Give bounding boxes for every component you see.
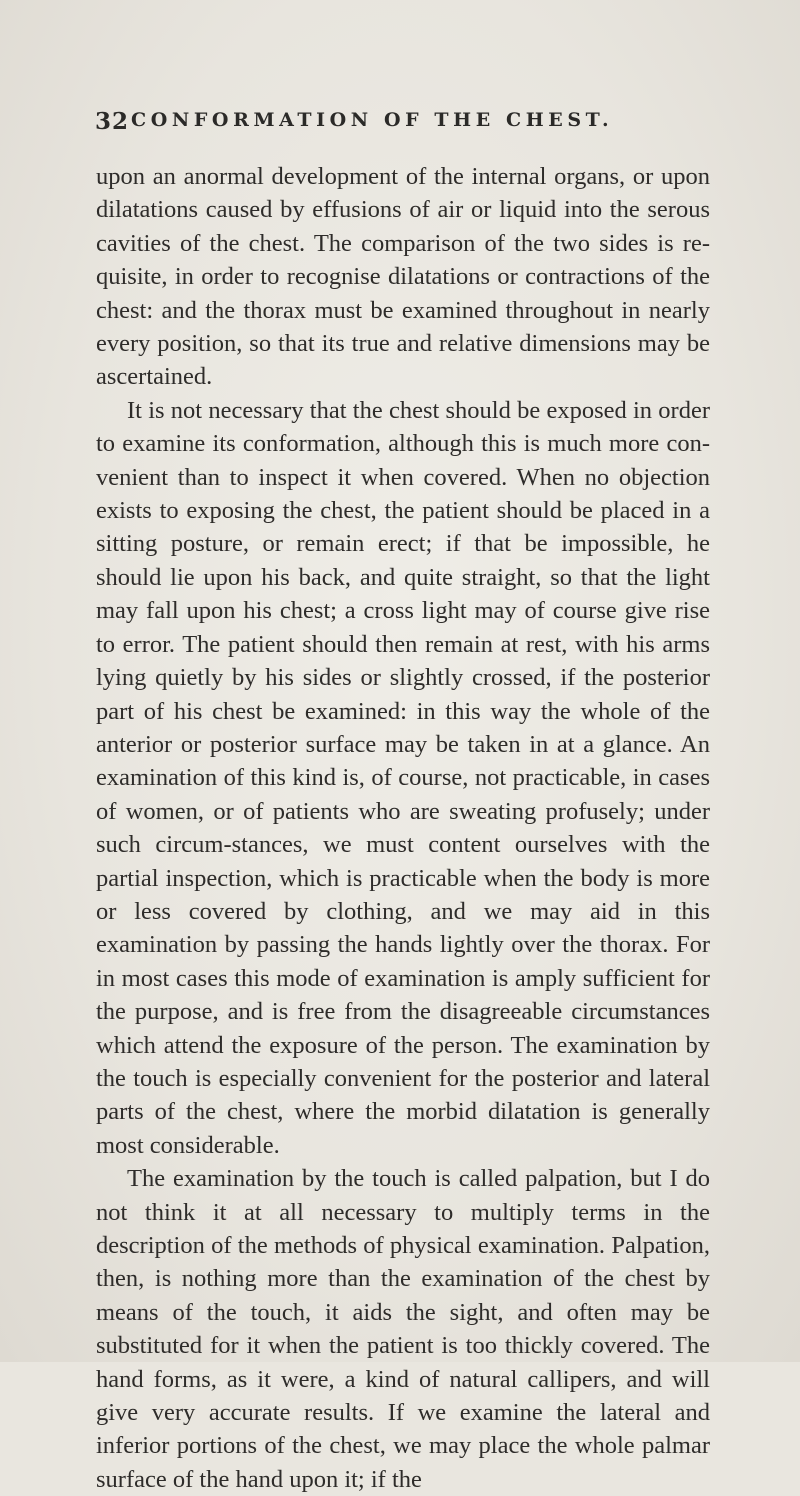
paragraph-continuation: upon an anormal development of the internal organs, or upon dilatations caused by effusions of air or liquid into the serous cavities of the chest. The comparison of the two sides is re-quisite, in order to recognise dilatations or contractions of the chest: and the thorax must be examined throughout in nearly every position, so that its true and relative dimensions may be ascertained. <box>96 163 710 391</box>
paragraph-palpation: The examination by the touch is called palpation, but I do not think it at all necessary to multiply terms in the description of the methods of physical examination. Palpation, then, is nothing more than the examination of the chest by means of the touch, it aids the sight, and often may be substituted for it when the patient is too thickly covered. The hand forms, as it were, a kind of natural callipers, and will give very accurate results. If we examine the lateral and inferior portions of the chest, we may place the whole palmar surface of the hand upon it; if the <box>96 1165 710 1493</box>
paragraph-exposure: It is not necessary that the chest should be exposed in order to examine its conformation, although this is much more con-venient than to inspect it when covered. When no objection exists to exposing the chest, the patient should be placed in a sitting posture, or remain erect; if that be impossible, he should lie upon his back, and quite straight, so that the light may fall upon his chest; a cross light may of course give rise to error. The patient should then remain at rest, with his arms lying quietly by his sides or slightly crossed, if the posterior part of his chest be examined: in this way the whole of the anterior or posterior surface may be taken in at a glance. An examination of this kind is, of course, not practicable, in cases of women, or of patients who are sweating profusely; under such circum-stances, we must content ourselves with the partial inspection, which is practicable when the body is more or less covered by clothing, and we may aid in this examination by passing the hands lightly over the thorax. For in most cases this mode of examination is amply sufficient for the purpose, and is free from the disagreeable circumstances which attend the exposure of the person. The examination by the touch is especially convenient for the posterior and lateral parts of the chest, where the morbid dilatation is generally most considerable. <box>96 396 710 1159</box>
body-text <box>96 160 710 1496</box>
page-number: 32 <box>95 108 130 135</box>
running-title: CONFORMATION OF THE CHEST. <box>131 109 614 131</box>
running-head <box>95 108 705 138</box>
